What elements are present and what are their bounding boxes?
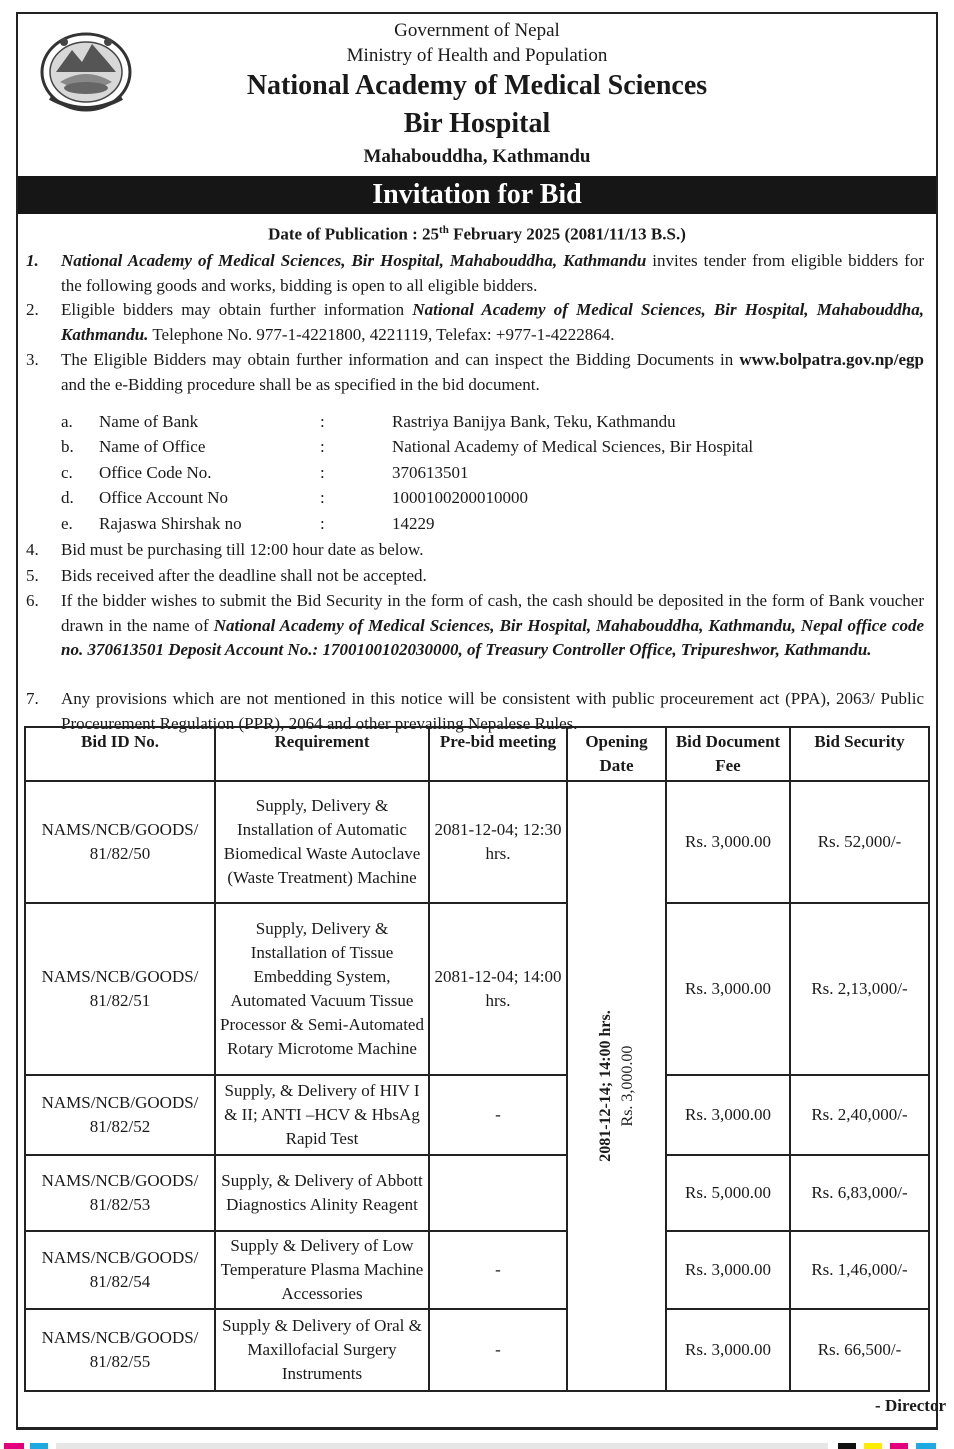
requirement-cell: Supply, & Delivery of HIV I & II; ANTI –HCV & HbsAg Rapid Test <box>215 1075 429 1155</box>
print-color-bar <box>0 1441 954 1449</box>
prebid-cell: 2081-12-04; 14:00 hrs. <box>429 903 567 1075</box>
clause-text: Bid must be purchasing till 12:00 hour date as below. <box>61 540 424 559</box>
clause-3 <box>18 348 936 397</box>
clause-number: 5. <box>26 566 39 585</box>
clause-emphasis: National Academy of Medical Sciences, Bir Hospital, Mahabouddha, Kathmandu <box>61 251 647 270</box>
org-name: National Academy of Medical Sciences <box>246 70 708 101</box>
bid-id-cell: NAMS/NCB/GOODS/ 81/82/53 <box>25 1155 215 1231</box>
requirement-cell: Supply & Delivery of Low Temperature Plasma Machine Accessories <box>215 1231 429 1309</box>
yellow-swatch <box>864 1443 882 1449</box>
clause-text: Telephone No. 977-1-4221800, 4221119, Telefax: +977-1-4222864. <box>148 324 615 344</box>
fee-cell: Rs. 3,000.00 <box>666 903 790 1075</box>
bids-table <box>24 726 930 1392</box>
table-header-row <box>25 727 929 781</box>
page-title: Invitation for Bid <box>18 176 936 214</box>
requirement-cell: Supply & Delivery of Oral & Maxillofacial Surgery Instruments <box>215 1309 429 1391</box>
bank-colon: : <box>320 437 325 456</box>
col-header-prebid: Pre-bid meeting <box>429 727 567 781</box>
clause-4 <box>18 538 936 563</box>
clause-number: 2. <box>26 300 39 319</box>
prebid-cell: - <box>429 1231 567 1309</box>
pub-suffix: February 2025 (2081/11/13 B.S.) <box>448 224 686 244</box>
clause-5 <box>18 564 936 589</box>
security-cell: Rs. 66,500/- <box>790 1309 929 1391</box>
gray-strip <box>56 1443 828 1449</box>
bank-letter: c. <box>61 463 73 482</box>
table-row <box>25 1231 929 1309</box>
clause-emphasis: National Academy of Medical Sciences, Bir Hospital, Mahabouddha, Kathmandu. <box>61 300 924 344</box>
magenta-swatch <box>4 1443 24 1449</box>
bank-colon: : <box>320 463 325 482</box>
clause-6 <box>18 589 936 687</box>
clause-text: Eligible bidders may obtain further information <box>61 300 413 319</box>
pub-sup: th <box>439 224 449 236</box>
col-header-requirement: Requirement <box>215 727 429 781</box>
bank-value: 370613501 <box>392 463 469 482</box>
clause-2 <box>18 298 936 347</box>
bank-value: Rastriya Banijya Bank, Teku, Kathmandu <box>392 412 676 431</box>
publication-date <box>18 224 936 245</box>
clause-emphasis: National Academy of Medical Sciences, Bir Hospital, Mahabouddha, Kathmandu, Nepal office code no. 370613501 Deposit Account No.: 1700100102030000, of Treasury Controller Office, Tripureshwor, Kathmandu. <box>61 615 924 659</box>
cyan-swatch <box>916 1443 936 1449</box>
prebid-cell: - <box>429 1309 567 1391</box>
clause-text: If the bidder wishes to submit the Bid Security in the form of cash, the cash should be deposited in the form of Bank voucher drawn in the name of <box>61 591 924 635</box>
bank-colon: : <box>320 488 325 507</box>
ministry-line: Ministry of Health and Population <box>346 45 608 66</box>
requirement-cell: Supply, Delivery & Installation of Automatic Biomedical Waste Autoclave (Waste Treatment) Machine <box>215 781 429 903</box>
clause-1 <box>18 249 936 298</box>
bank-letter: a. <box>61 412 73 431</box>
security-cell: Rs. 6,83,000/- <box>790 1155 929 1231</box>
bank-letter: b. <box>61 437 74 456</box>
opening-date-time: 2081-12-14; 14:00 hrs. <box>596 1010 614 1162</box>
bank-colon: : <box>320 412 325 431</box>
bid-id-cell: NAMS/NCB/GOODS/ 81/82/52 <box>25 1075 215 1155</box>
security-cell: Rs. 1,46,000/- <box>790 1231 929 1309</box>
cyan-swatch <box>30 1443 48 1449</box>
notice-header <box>18 14 936 176</box>
bank-colon: : <box>320 514 325 533</box>
bank-label: Office Code No. <box>99 463 212 482</box>
clause-text: The Eligible Bidders may obtain further information and can inspect the Bidding Documents in <box>61 350 740 369</box>
table-row <box>25 1155 929 1231</box>
opening-date-text <box>595 1010 639 1162</box>
col-header-fee: Bid Document Fee <box>666 727 790 781</box>
fee-cell: Rs. 3,000.00 <box>666 1231 790 1309</box>
security-cell: Rs. 52,000/- <box>790 781 929 903</box>
bid-id-cell: NAMS/NCB/GOODS/ 81/82/50 <box>25 781 215 903</box>
clause-number: 6. <box>26 591 39 610</box>
opening-date-cell <box>567 781 666 1391</box>
clause-text: invites tender from eligible bidders for the following goods and works, bidding is open to all eligible bidders. <box>61 251 925 295</box>
clause-number: 3. <box>26 350 39 369</box>
signature: - Director <box>875 1396 946 1415</box>
opening-fee: Rs. 3,000.00 <box>618 1045 636 1127</box>
clause-number: 7. <box>26 689 39 708</box>
bank-label: Rajaswa Shirshak no <box>99 514 242 533</box>
prebid-cell: - <box>429 1075 567 1155</box>
hospital-name: Bir Hospital <box>403 108 551 139</box>
requirement-cell: Supply, Delivery & Installation of Tissue Embedding System, Automated Vacuum Tissue Processor & Semi-Automated Rotary Microtome Machine <box>215 903 429 1075</box>
bank-letter: e. <box>61 514 73 533</box>
notice-frame <box>16 12 938 1430</box>
clause-number: 4. <box>26 540 39 559</box>
bank-value: National Academy of Medical Sciences, Bir Hospital <box>392 437 754 456</box>
gov-line: Government of Nepal <box>394 20 560 41</box>
prebid-cell <box>429 1155 567 1231</box>
security-cell: Rs. 2,40,000/- <box>790 1075 929 1155</box>
col-header-security: Bid Security <box>790 727 929 781</box>
col-header-opening: Opening Date <box>567 727 666 781</box>
table-row <box>25 1075 929 1155</box>
table-row <box>25 781 929 903</box>
bank-label: Name of Bank <box>99 412 199 431</box>
bolpatra-link[interactable]: www.bolpatra.gov.np/egp <box>739 350 924 369</box>
bid-id-cell: NAMS/NCB/GOODS/ 81/82/54 <box>25 1231 215 1309</box>
bank-value: 14229 <box>392 514 435 533</box>
clause-text: and the e-Bidding procedure shall be as specified in the bid document. <box>61 374 540 394</box>
fee-cell: Rs. 3,000.00 <box>666 1075 790 1155</box>
bank-label: Office Account No <box>99 488 229 507</box>
prebid-cell: 2081-12-04; 12:30 hrs. <box>429 781 567 903</box>
clause-text: Any provisions which are not mentioned in this notice will be consistent with public proceurement act (PPA), 2063/ Public Proceurement Regulation (PPR), 2064 and other prevailing Nepalese Rules. <box>61 689 924 733</box>
table-row <box>25 1309 929 1391</box>
security-cell: Rs. 2,13,000/- <box>790 903 929 1075</box>
pub-prefix: Date of Publication : 25 <box>268 224 440 244</box>
bid-id-cell: NAMS/NCB/GOODS/ 81/82/55 <box>25 1309 215 1391</box>
bank-value: 1000100200010000 <box>392 488 528 507</box>
requirement-cell: Supply, & Delivery of Abbott Diagnostics Alinity Reagent <box>215 1155 429 1231</box>
location: Mahabouddha, Kathmandu <box>363 146 591 167</box>
fee-cell: Rs. 3,000.00 <box>666 1309 790 1391</box>
clause-number: 1. <box>26 251 39 270</box>
col-header-bid-id: Bid ID No. <box>25 727 215 781</box>
bid-id-cell: NAMS/NCB/GOODS/ 81/82/51 <box>25 903 215 1075</box>
fee-cell: Rs. 5,000.00 <box>666 1155 790 1231</box>
black-swatch <box>838 1443 856 1449</box>
bank-letter: d. <box>61 488 74 507</box>
table-row <box>25 903 929 1075</box>
bank-label: Name of Office <box>99 437 206 456</box>
fee-cell: Rs. 3,000.00 <box>666 781 790 903</box>
clause-text: Bids received after the deadline shall not be accepted. <box>61 566 427 585</box>
magenta-swatch <box>890 1443 908 1449</box>
